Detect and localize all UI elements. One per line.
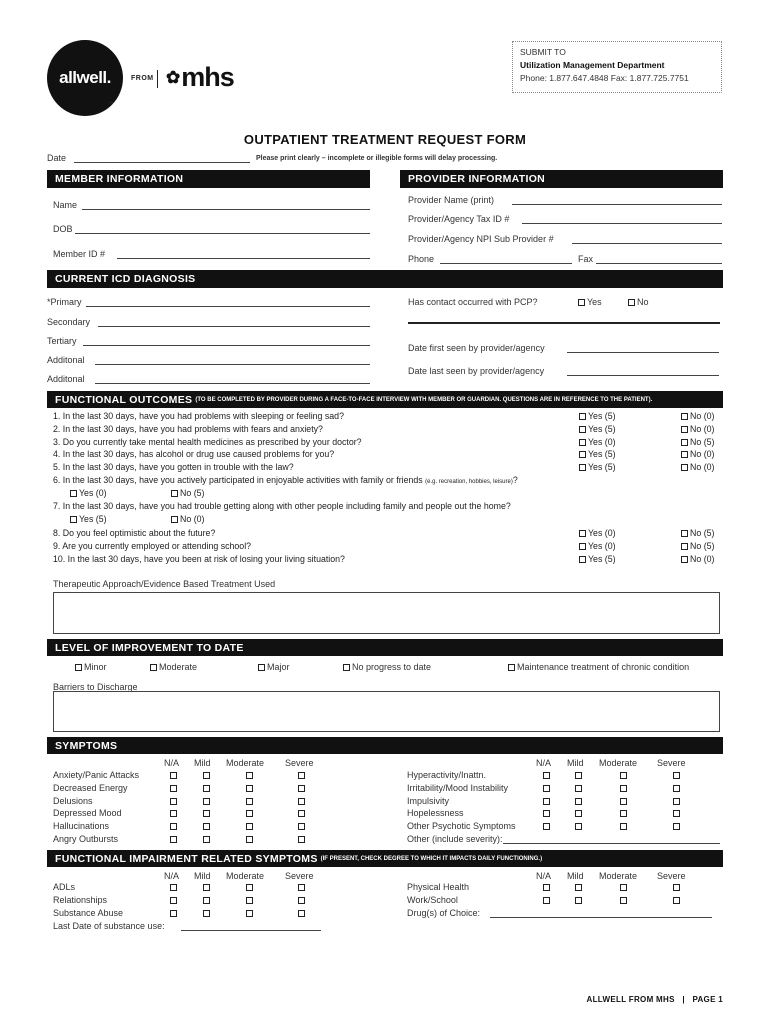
severity-column-header: N/A	[536, 758, 552, 768]
icd-secondary-label: Secondary	[47, 317, 91, 327]
date-field[interactable]	[74, 162, 250, 163]
last-seen-field[interactable]	[567, 375, 719, 376]
checkbox[interactable]	[681, 530, 688, 537]
checkbox[interactable]	[578, 299, 585, 306]
checkbox[interactable]	[258, 664, 265, 671]
checkbox[interactable]	[673, 798, 680, 805]
checkbox[interactable]	[246, 810, 253, 817]
checkbox[interactable]	[579, 439, 586, 446]
question-6-note: (e.g. recreation, hobbies, leisure)	[425, 479, 513, 485]
checkbox[interactable]	[170, 798, 177, 805]
checkbox[interactable]	[298, 785, 305, 792]
submit-contact: Phone: 1.877.647.4848 Fax: 1.877.725.7751	[520, 73, 689, 83]
improvement-option-label: Major	[267, 662, 290, 672]
pcp-yes-label: Yes	[587, 297, 602, 307]
question-no-label: No (0)	[690, 449, 715, 460]
checkbox[interactable]	[681, 413, 688, 420]
provider-fax-label: Fax	[578, 254, 594, 264]
symptom-label: Anxiety/Panic Attacks	[53, 770, 140, 780]
checkbox[interactable]	[298, 810, 305, 817]
question-yes-option[interactable]	[579, 411, 616, 421]
logo-from: FROM	[131, 75, 154, 82]
checkbox[interactable]	[246, 785, 253, 792]
checkbox[interactable]	[681, 451, 688, 458]
checkbox[interactable]	[673, 772, 680, 779]
checkbox[interactable]	[579, 556, 586, 563]
checkbox[interactable]	[575, 810, 582, 817]
severity-column-header: Mild	[194, 871, 211, 881]
question-text: 1. In the last 30 days, have you had problems with sleeping or feeling sad?	[53, 411, 344, 421]
member-dob-field[interactable]	[75, 233, 370, 234]
checkbox[interactable]	[620, 823, 627, 830]
checkbox[interactable]	[203, 897, 210, 904]
improvement-option-label: Moderate	[159, 662, 198, 672]
checkbox[interactable]	[620, 785, 627, 792]
checkbox[interactable]	[246, 910, 253, 917]
checkbox[interactable]	[681, 426, 688, 433]
member-name-field[interactable]	[82, 209, 370, 210]
impairment-header	[47, 850, 723, 867]
severity-column-header: Severe	[657, 758, 686, 768]
checkbox[interactable]	[246, 823, 253, 830]
checkbox[interactable]	[298, 798, 305, 805]
symptom-label: Irritability/Mood Instability	[407, 782, 509, 793]
question-yes-label: Yes (5)	[588, 553, 616, 564]
checkbox[interactable]	[298, 884, 305, 891]
provider-tax-label: Provider/Agency Tax ID #	[408, 214, 510, 224]
provider-info-header: PROVIDER INFORMATION	[400, 170, 723, 188]
pcp-divider	[408, 322, 720, 324]
checkbox[interactable]	[246, 897, 253, 904]
severity-column-header: Moderate	[599, 871, 638, 881]
footer-separator: |	[682, 995, 685, 1004]
severity-column-header: Moderate	[599, 758, 638, 768]
checkbox[interactable]	[673, 823, 680, 830]
pcp-yes-option[interactable]	[578, 297, 602, 307]
checkbox[interactable]	[575, 897, 582, 904]
logo-divider	[157, 70, 158, 88]
icd-tertiary-field[interactable]	[83, 345, 370, 346]
checkbox[interactable]	[203, 836, 210, 843]
member-id-field[interactable]	[117, 258, 370, 259]
checkbox[interactable]	[543, 810, 550, 817]
checkbox[interactable]	[620, 772, 627, 779]
checkbox[interactable]	[298, 823, 305, 830]
checkbox[interactable]	[170, 785, 177, 792]
symptom-label: Physical Health	[407, 882, 470, 892]
question-yes-option[interactable]	[579, 437, 616, 447]
checkbox[interactable]	[203, 785, 210, 792]
question-no-option[interactable]	[681, 437, 714, 447]
pcp-contact-label: Has contact occurred with PCP?	[408, 297, 538, 307]
question-no-label: No (5)	[690, 540, 715, 551]
checkbox[interactable]	[203, 810, 210, 817]
other-severity-field[interactable]	[503, 843, 720, 844]
q7-no-option[interactable]	[171, 514, 204, 524]
symptom-label: Hyperactivity/Inattn.	[407, 770, 487, 780]
improvement-option-label: No progress to date	[352, 662, 432, 672]
functional-header-note: (TO BE COMPLETED BY PROVIDER DURING A FACE-TO-FACE INTERVIEW WITH MEMBER OR GUARDIAN. QUESTIONS ARE IN REFERENCE TO THE PATIENT).	[195, 396, 653, 403]
question-6-text: 6. In the last 30 days, have you actively participated in enjoyable activities with family or friends	[53, 475, 423, 485]
question-yes-option[interactable]	[579, 424, 616, 434]
checkbox[interactable]	[298, 897, 305, 904]
icd-primary-label: *Primary	[47, 297, 82, 307]
checkbox[interactable]	[628, 299, 635, 306]
checkbox[interactable]	[246, 772, 253, 779]
checkbox[interactable]	[579, 464, 586, 471]
question-no-label: No (5)	[690, 528, 715, 538]
checkbox[interactable]	[620, 884, 627, 891]
member-name-label: Name	[53, 200, 78, 210]
severity-column-header: Severe	[657, 871, 686, 881]
checkbox[interactable]	[246, 836, 253, 843]
checkbox[interactable]	[543, 823, 550, 830]
other-severity-label: Other (include severity):	[407, 834, 503, 844]
checkbox[interactable]	[298, 772, 305, 779]
checkbox[interactable]	[620, 798, 627, 805]
question-text: 8. Do you feel optimistic about the future?	[53, 528, 216, 538]
pcp-no-option[interactable]	[628, 297, 649, 307]
submit-to-label: SUBMIT TO	[520, 47, 566, 57]
severity-column-header: N/A	[164, 871, 180, 881]
question-yes-label: Yes (5)	[588, 449, 616, 460]
functional-header-text: FUNCTIONAL OUTCOMES	[55, 393, 193, 406]
q7-yes-option[interactable]	[70, 514, 107, 524]
checkbox[interactable]	[681, 543, 688, 550]
submit-to-box	[512, 41, 722, 93]
severity-column-header: N/A	[164, 758, 180, 768]
question-yes-label: Yes (0)	[588, 436, 616, 447]
question-text: 2. In the last 30 days, have you had problems with fears and anxiety?	[53, 423, 323, 434]
checkbox[interactable]	[620, 897, 627, 904]
footer-page: PAGE 1	[692, 995, 723, 1004]
q6-yes-option[interactable]	[70, 488, 107, 498]
impairment-header-note: (IF PRESENT, CHECK DEGREE TO WHICH IT IMPACTS DAILY FUNCTIONING.)	[320, 855, 543, 862]
q7-no-label: No (0)	[180, 514, 205, 524]
mhs-logo	[166, 62, 234, 93]
severity-column-header: Moderate	[226, 758, 265, 768]
symptom-label: Relationships	[53, 894, 108, 905]
checkbox[interactable]	[575, 798, 582, 805]
member-dob-label: DOB	[53, 224, 73, 234]
question-no-option[interactable]	[681, 424, 714, 434]
question-yes-option[interactable]	[579, 554, 616, 564]
symptom-label: Hopelessness	[407, 808, 464, 819]
q7-yes-label: Yes (5)	[79, 514, 107, 524]
checkbox[interactable]	[203, 823, 210, 830]
provider-phone-field[interactable]	[440, 263, 572, 264]
checkbox[interactable]	[75, 664, 82, 671]
symptom-label: Impulsivity	[407, 795, 450, 806]
checkbox[interactable]	[298, 910, 305, 917]
improvement-header: LEVEL OF IMPROVEMENT TO DATE	[47, 639, 723, 656]
severity-column-header: Severe	[285, 871, 314, 881]
checkbox[interactable]	[170, 823, 177, 830]
checkbox[interactable]	[673, 884, 680, 891]
icd-primary-field[interactable]	[86, 306, 370, 307]
question-no-label: No (0)	[690, 411, 715, 421]
therapeutic-label: Therapeutic Approach/Evidence Based Treatment Used	[53, 579, 276, 589]
provider-npi-label: Provider/Agency NPI Sub Provider #	[408, 234, 554, 244]
question-yes-option[interactable]	[579, 541, 616, 551]
form-notice: Please print clearly – incomplete or illegible forms will delay processing.	[256, 155, 498, 162]
checkbox[interactable]	[681, 464, 688, 471]
drugs-label: Drug(s) of Choice:	[407, 908, 481, 918]
pcp-no-label: No	[637, 297, 649, 307]
checkbox[interactable]	[620, 810, 627, 817]
severity-column-header: Moderate	[226, 871, 265, 881]
severity-column-header: Mild	[194, 758, 211, 768]
checkbox[interactable]	[170, 897, 177, 904]
provider-name-field[interactable]	[512, 204, 722, 205]
question-no-label: No (5)	[690, 436, 715, 447]
question-no-option[interactable]	[681, 554, 714, 564]
question-no-option[interactable]	[681, 449, 714, 459]
severity-column-header: Mild	[567, 871, 584, 881]
question-no-label: No (0)	[690, 462, 715, 473]
symptom-label: Delusions	[53, 795, 93, 806]
checkbox[interactable]	[673, 810, 680, 817]
provider-name-label: Provider Name (print)	[408, 195, 495, 205]
last-seen-label: Date last seen by provider/agency	[408, 366, 545, 376]
logo-text: allwell.	[59, 68, 111, 87]
checkbox[interactable]	[681, 439, 688, 446]
improvement-option-label: Minor	[84, 662, 107, 672]
checkbox[interactable]	[543, 772, 550, 779]
checkbox[interactable]	[508, 664, 515, 671]
question-yes-option[interactable]	[579, 449, 616, 459]
symptoms-header: SYMPTOMS	[47, 737, 723, 754]
checkbox[interactable]	[579, 426, 586, 433]
question-yes-label: Yes (5)	[588, 423, 616, 434]
question-text: 10. In the last 30 days, have you been at risk of losing your living situation?	[53, 553, 345, 564]
question-text: 3. Do you currently take mental health medicines as prescribed by your doctor?	[53, 436, 362, 447]
checkbox[interactable]	[203, 910, 210, 917]
symptom-label: Substance Abuse	[53, 907, 124, 918]
q6-no-label: No (5)	[180, 488, 205, 498]
improvement-option[interactable]	[508, 662, 689, 672]
question-yes-option[interactable]	[579, 528, 616, 538]
checkbox[interactable]	[681, 556, 688, 563]
provider-fax-field[interactable]	[596, 263, 722, 264]
functional-outcomes-header	[47, 391, 723, 408]
date-label: Date	[47, 153, 67, 163]
severity-column-header: N/A	[536, 871, 552, 881]
footer-brand: ALLWELL FROM MHS	[586, 995, 675, 1004]
checkbox[interactable]	[203, 884, 210, 891]
improvement-option[interactable]	[150, 662, 197, 672]
question-no-option[interactable]	[681, 411, 714, 421]
question-no-label: No (0)	[690, 553, 715, 564]
checkbox[interactable]	[543, 785, 550, 792]
page-footer	[587, 995, 723, 1004]
barriers-textbox[interactable]	[53, 691, 720, 732]
checkbox[interactable]	[543, 897, 550, 904]
logo-trademark: ™	[108, 101, 113, 107]
question-no-label: No (0)	[690, 423, 715, 434]
icd-additional2-field[interactable]	[95, 383, 370, 384]
checkbox[interactable]	[575, 772, 582, 779]
checkbox[interactable]	[343, 664, 350, 671]
icd-additional2-label: Additonal	[47, 374, 85, 384]
checkbox[interactable]	[70, 516, 77, 523]
drugs-field[interactable]	[490, 917, 712, 918]
provider-phone-label: Phone	[408, 254, 435, 264]
checkbox[interactable]	[170, 910, 177, 917]
last-use-field[interactable]	[181, 930, 321, 931]
member-id-label: Member ID #	[53, 249, 106, 259]
mhs-logo-text: mhs	[181, 62, 234, 92]
symptom-label: Depressed Mood	[53, 808, 122, 819]
checkbox[interactable]	[171, 516, 178, 523]
improvement-option[interactable]	[343, 662, 431, 672]
q6-no-option[interactable]	[171, 488, 204, 498]
last-use-label: Last Date of substance use:	[53, 921, 165, 931]
checkbox[interactable]	[575, 884, 582, 891]
symptom-label: Hallucinations	[53, 821, 110, 832]
checkbox[interactable]	[171, 490, 178, 497]
checkbox[interactable]	[246, 798, 253, 805]
provider-npi-field[interactable]	[572, 243, 722, 244]
question-yes-label: Yes (0)	[588, 528, 616, 538]
checkbox[interactable]	[579, 530, 586, 537]
therapeutic-textbox[interactable]	[53, 592, 720, 634]
symptom-label: Angry Outbursts	[53, 834, 119, 844]
icd-additional1-label: Additonal	[47, 355, 85, 365]
checkbox[interactable]	[246, 884, 253, 891]
checkbox[interactable]	[203, 798, 210, 805]
member-info-header: MEMBER INFORMATION	[47, 170, 370, 188]
checkbox[interactable]	[70, 490, 77, 497]
question-6-end: ?	[512, 475, 518, 485]
question-text: 5. In the last 30 days, have you gotten in trouble with the law?	[53, 462, 294, 473]
question-no-option[interactable]	[681, 528, 714, 538]
checkbox[interactable]	[203, 772, 210, 779]
checkbox[interactable]	[543, 798, 550, 805]
improvement-option-label: Maintenance treatment of chronic condition	[517, 662, 690, 672]
question-text: 4. In the last 30 days, has alcohol or drug use caused problems for you?	[53, 449, 335, 460]
checkbox[interactable]	[673, 785, 680, 792]
provider-tax-field[interactable]	[522, 223, 722, 224]
icd-tertiary-label: Tertiary	[47, 336, 77, 346]
checkbox[interactable]	[579, 413, 586, 420]
checkbox[interactable]	[575, 785, 582, 792]
improvement-option[interactable]	[75, 662, 107, 672]
severity-column-header: Severe	[285, 758, 314, 768]
question-text: 9. Are you currently employed or attending school?	[53, 540, 252, 551]
question-yes-option[interactable]	[579, 462, 616, 472]
first-seen-label: Date first seen by provider/agency	[408, 343, 545, 353]
question-no-option[interactable]	[681, 462, 714, 472]
checkbox[interactable]	[673, 897, 680, 904]
icd-additional1-field[interactable]	[95, 364, 370, 365]
icd-diagnosis-header: CURRENT ICD DIAGNOSIS	[47, 270, 723, 288]
icd-secondary-field[interactable]	[98, 326, 370, 327]
checkbox[interactable]	[575, 823, 582, 830]
symptom-label: Other Psychotic Symptoms	[407, 821, 516, 832]
form-title: OUTPATIENT TREATMENT REQUEST FORM	[243, 132, 527, 147]
people-icon: ✿	[166, 67, 180, 87]
barriers-label: Barriers to Discharge	[53, 682, 138, 692]
question-7-text: 7. In the last 30 days, have you had trouble getting along with other people including family and people out the home?	[53, 501, 511, 511]
symptom-label: Work/School	[407, 894, 458, 905]
checkbox[interactable]	[579, 451, 586, 458]
checkbox[interactable]	[170, 772, 177, 779]
severity-column-header: Mild	[567, 758, 584, 768]
symptom-label: ADLs	[53, 882, 76, 892]
checkbox[interactable]	[170, 836, 177, 843]
checkbox[interactable]	[170, 884, 177, 891]
first-seen-field[interactable]	[567, 352, 719, 353]
question-yes-label: Yes (0)	[588, 540, 616, 551]
checkbox[interactable]	[543, 884, 550, 891]
question-no-option[interactable]	[681, 541, 714, 551]
symptom-label: Decreased Energy	[53, 782, 128, 793]
question-yes-label: Yes (5)	[588, 462, 616, 473]
checkbox[interactable]	[150, 664, 157, 671]
checkbox[interactable]	[298, 836, 305, 843]
checkbox[interactable]	[170, 810, 177, 817]
question-6	[53, 475, 518, 485]
improvement-option[interactable]	[258, 662, 290, 672]
submit-department: Utilization Management Department	[520, 60, 665, 70]
question-yes-label: Yes (5)	[588, 411, 616, 421]
q6-yes-label: Yes (0)	[79, 488, 107, 498]
impairment-header-text: FUNCTIONAL IMPAIRMENT RELATED SYMPTOMS	[55, 852, 318, 865]
checkbox[interactable]	[579, 543, 586, 550]
